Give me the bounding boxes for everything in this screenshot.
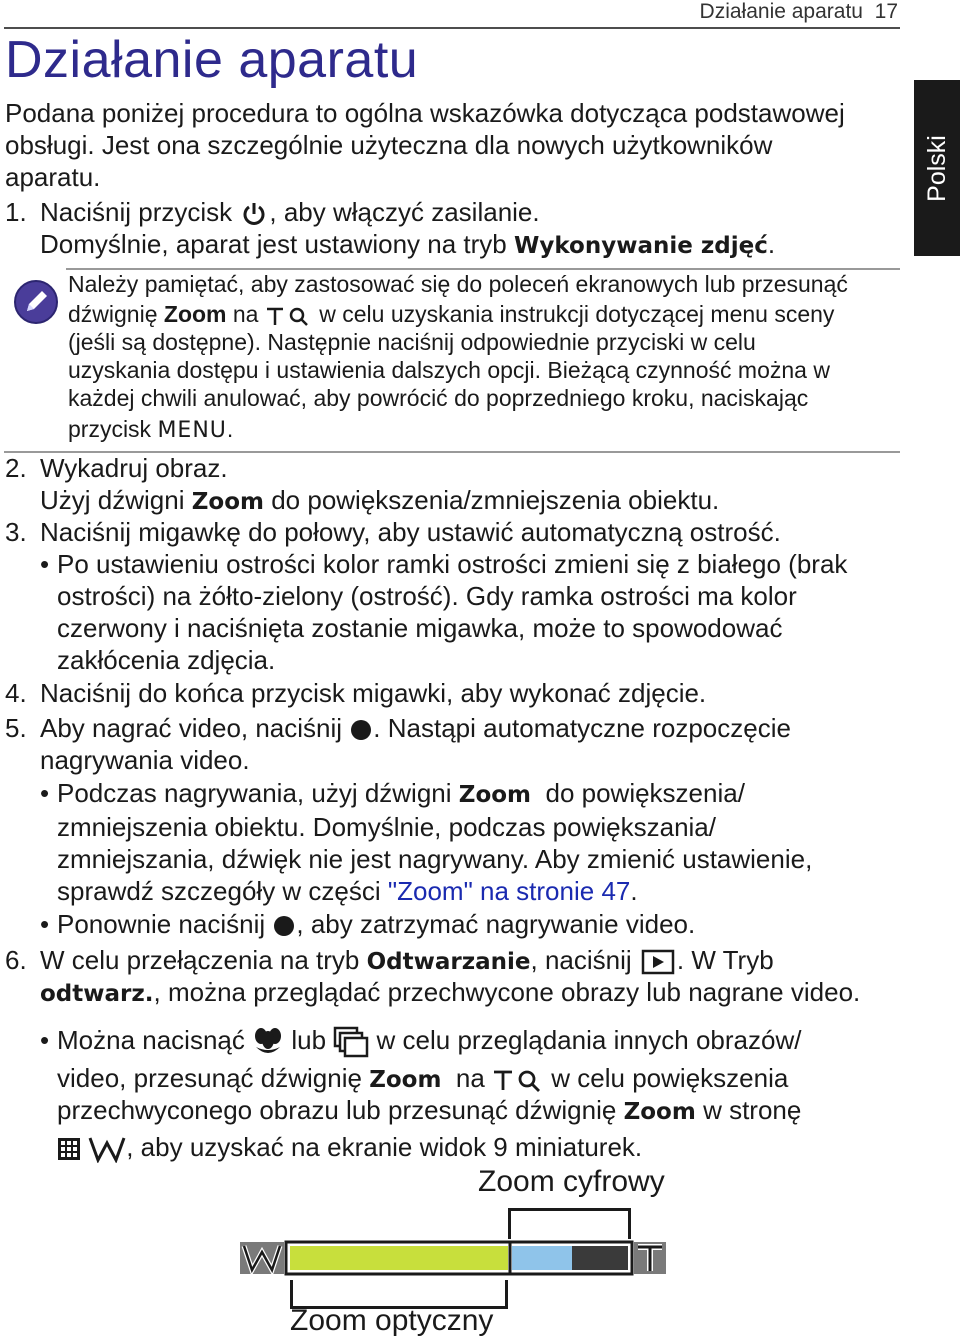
intro-line: obsługi. Jest ona szczególnie użyteczna dla nowych użytkowników	[5, 130, 773, 160]
playback-icon	[641, 949, 675, 975]
step-5-bullet-2: Ponownie naciśnij , aby zatrzymać nagrywanie video.	[57, 909, 696, 939]
menu-button-glyph: MENU	[157, 418, 227, 443]
optical-zoom-label: Zoom optyczny	[290, 1304, 494, 1337]
bullet-dot: •	[40, 778, 50, 808]
zoom-bar	[238, 1238, 668, 1278]
running-header	[700, 0, 898, 24]
step-5-line-2: nagrywania video.	[40, 745, 250, 775]
header-section: Działanie aparatu	[699, 0, 863, 23]
record-button-icon	[274, 916, 294, 936]
step-4-number: 4.	[5, 678, 27, 708]
step-1-number: 1.	[5, 197, 27, 227]
step-5-line-1: Aby nagrać video, naciśnij . Nastąpi automatyczne rozpoczęcie	[40, 713, 791, 743]
digital-zoom-fill	[512, 1246, 572, 1270]
flower-macro-icon	[252, 1027, 284, 1057]
bullet-dot: •	[40, 549, 50, 579]
header-rule	[4, 27, 900, 29]
language-tab-label: Polski	[922, 134, 951, 202]
bullet-dot: •	[40, 1025, 50, 1055]
note-block: Należy pamiętać, aby zastosować się do poleceń ekranowych lub przesunąć dźwignię Zoom na w celu uzyskania instrukcji dotyczącej menu sceny (jeśli są dostępne). Następnie naciśnij odpowiednie przyciski w celu uzyskania dostępu i ustawienia dalszych opcji. Bieżącą czynność można w każdej chwili anulować, aby powrócić do poprzedniego kroku, naciskając przycisk MENU.	[68, 271, 848, 443]
zoom-tele-icon	[492, 1067, 544, 1093]
continuous-shot-icon	[333, 1026, 369, 1058]
zoom-page-link[interactable]: "Zoom" na stronie 47	[387, 876, 631, 906]
language-tab	[914, 80, 960, 256]
optical-zoom-segment	[290, 1246, 508, 1270]
zoom-tele-icon	[265, 304, 313, 328]
step-6-bullet-line-3: przechwyconego obrazu lub przesunąć dźwignię Zoom w stronę	[57, 1095, 802, 1125]
thumbnail-grid-icon	[57, 1137, 81, 1161]
step-6-number: 6.	[5, 945, 27, 975]
power-icon	[241, 201, 267, 227]
step-5-number: 5.	[5, 713, 27, 743]
record-button-icon	[351, 720, 371, 740]
step-6-line-1: W celu przełączenia na tryb Odtwarzanie, naciśnij . W Tryb	[40, 945, 774, 975]
intro-line: aparatu.	[5, 162, 101, 192]
step-2-line-1: Wykadruj obraz.	[40, 453, 228, 483]
step-1-line-1: Naciśnij przycisk , aby włączyć zasilanie.	[40, 197, 540, 227]
step-5-bullet-1: Podczas nagrywania, użyj dźwigni Zoom do powiększenia/ zmniejszenia obiektu. Domyślnie, podczas powiększania/ zmniejszania, dźwięk nie jest nagrywany. Aby zmienić ustawienie, sprawdź szczegóły w części "Zoom" na stronie 47.	[57, 778, 813, 906]
step-6-bullet-line-1: Można nacisnąć lub w celu przeglądania innych obrazów/	[57, 1024, 801, 1058]
step-4-line-1: Naciśnij do końca przycisk migawki, aby wykonać zdjęcie.	[40, 678, 707, 708]
step-3-number: 3.	[5, 517, 27, 547]
pencil-note-icon	[14, 280, 58, 324]
zoom-bar-w-icon	[240, 1242, 284, 1274]
digital-zoom-label: Zoom cyfrowy	[478, 1165, 665, 1198]
page-title: Działanie aparatu	[5, 31, 419, 89]
intro-paragraph	[5, 97, 845, 193]
page-number: 17	[874, 0, 898, 23]
zoom-wide-w-icon	[88, 1135, 126, 1163]
step-1-line-2: Domyślnie, aparat jest ustawiony na tryb Wykonywanie zdjęć.	[40, 229, 776, 259]
step-6-bullet-line-4: , aby uzyskać na ekranie widok 9 miniaturek.	[57, 1131, 642, 1163]
bullet-dot: •	[40, 909, 50, 939]
step-6-line-2: odtwarz., można przeglądać przechwycone obrazy lub nagrane video.	[40, 977, 861, 1007]
step-2-number: 2.	[5, 453, 27, 483]
step-3-line-1: Naciśnij migawkę do połowy, aby ustawić automatyczną ostrość.	[40, 517, 781, 547]
step-3-bullet: Po ustawieniu ostrości kolor ramki ostrości zmieni się z białego (brak ostrości) na żółto-zielony (ostrość). Gdy ramka ostrości ma kolor czerwony i naciśnięta zostanie migawka, może to spowodować zakłócenia zdjęcia.	[57, 549, 848, 675]
zoom-bar-t-icon	[634, 1242, 666, 1274]
step-6-bullet-line-2: video, przesunąć dźwignię Zoom na w celu powiększenia	[57, 1063, 789, 1093]
intro-line: Podana poniżej procedura to ogólna wskazówka dotycząca podstawowej	[5, 98, 845, 128]
digital-zoom-bracket	[508, 1208, 631, 1239]
step-2-line-2: Użyj dźwigni Zoom do powiększenia/zmniejszenia obiektu.	[40, 485, 720, 515]
